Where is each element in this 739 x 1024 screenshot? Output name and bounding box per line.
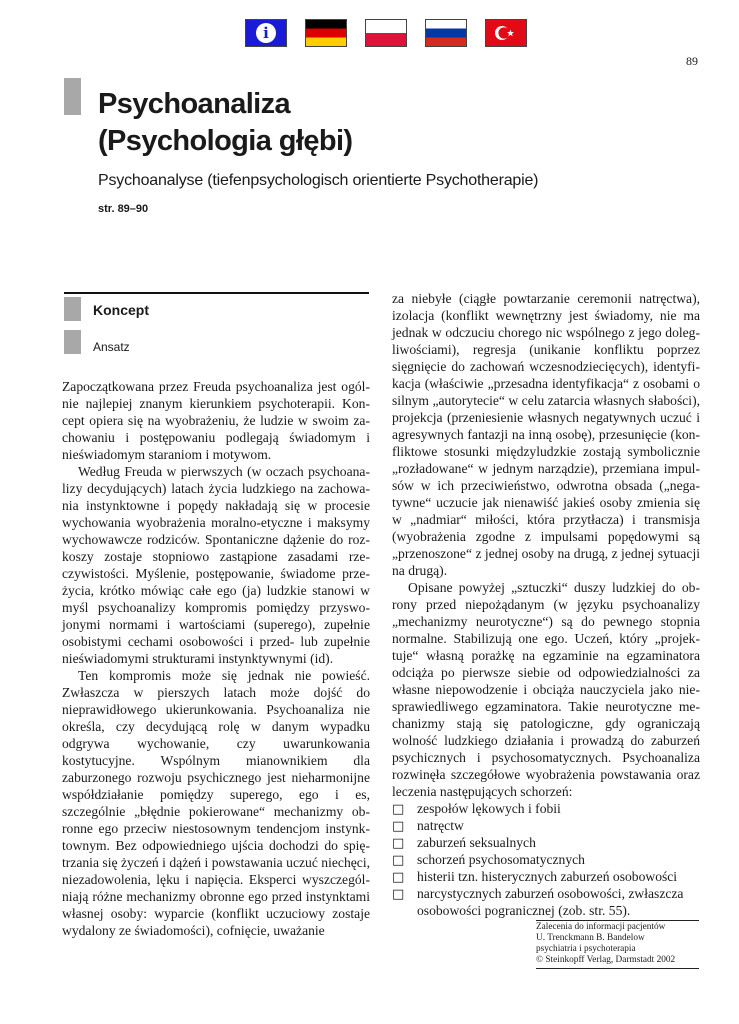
imprint-line: Zalecenia do informacji pacjentów xyxy=(536,922,666,932)
list-item xyxy=(392,817,700,834)
imprint-line: psychiatria i psychoterapia xyxy=(536,944,636,954)
polish-flag-button[interactable] xyxy=(365,19,407,47)
info-flag-button[interactable] xyxy=(245,19,287,47)
page-range: str. 89–90 xyxy=(98,203,149,215)
publisher-imprint xyxy=(536,920,699,969)
list-item xyxy=(392,851,700,868)
page-subtitle: Psychoanalyse (tiefenpsychologisch orientierte Psychotherapie) xyxy=(98,172,539,189)
section-marker-bar xyxy=(64,297,81,321)
checkbox-icon: □ xyxy=(392,819,405,834)
right-column xyxy=(392,290,700,919)
german-flag-button[interactable] xyxy=(305,19,347,47)
list-item-text: narcystycznych zaburzeń osobowości, zwłaszcza osobowości pogranicznej (zob. str. 55). xyxy=(417,886,684,918)
section-title: Koncept xyxy=(93,302,149,318)
turkish-flag-button[interactable] xyxy=(485,19,527,47)
list-item-text: natręctw xyxy=(417,818,464,833)
list-item xyxy=(392,868,700,885)
section-subtitle: Ansatz xyxy=(93,340,130,354)
checkbox-icon: □ xyxy=(392,836,405,851)
paragraph: za niebyłe (ciągłe powtarzanie ceremonii natręctwa), izolacja (konflikt wewnętrzny jest świadomy, nie ma jednak w odczuciu chorego nic wspólnego z jego dolegliwościami), regresja (unikanie konfliktu poprzez sięgnięcie do zachowań wczesnodziecięcych), identyfikacja (właściwie „przesadna identyfikacja“ z osobami o silnym „autorytecie“ w celu zatarcia własnych słabości), projekcja (przeniesienie własnych negatywnych uczuć i agresywnych fantazji na inną osobę), przesunięcie (konfliktowe stosunki międzyludzkie zostają symbolicznie „rozładowane“ w jednym narządzie), przemiana impulsów w ich przeciwieństwo, odwrotna obsada („negatywne“ uczucie jak nienawiść jakieś osoby zmienia się w „nadmiar“ miłości, która przytłacza) i transmisja (wyobrażenia zgodne z impulsami popędowymi są „przenoszone“ z jednej osoby na drugą, z jednej sytuacji na drugą). xyxy=(392,291,700,578)
checkbox-icon: □ xyxy=(392,853,405,868)
title-line-1: Psychoanaliza xyxy=(98,88,291,120)
checkbox-icon: □ xyxy=(392,887,405,902)
subsection-marker-bar xyxy=(64,330,81,354)
imprint-line: U. Trenckmann B. Bandelow xyxy=(536,933,645,943)
crescent-star-icon xyxy=(486,20,526,46)
imprint-line: © Steinkopff Verlag, Darmstadt 2002 xyxy=(536,955,676,965)
paragraph: Według Freuda w pierwszych (w oczach psychoanalizy decydujących) latach życia ludzkiego na zachowania instynktowne i popędy nakładają się w procesie wychowania wyobrażenia moralno-etyczne i maksymy wychowawcze rodziców. Spontaniczne dążenie do rozkoszy zostaje stopniowo zastąpione zasadami rzeczywistości. Myślenie, postępowanie, świadome przeżycia, krótko mówiąc całe ego (ja) ludzkie stanowi w myśl psychoanalizy kompromis pomiędzy przyswojonymi normami i wartościami (superego), zupełnie osobistymi cechami osobowości i przed- lub zupełnie nieświadomymi strukturami instynktywnymi (id). xyxy=(62,464,370,666)
list-item-text: zaburzeń seksualnych xyxy=(417,835,536,850)
info-icon: i xyxy=(256,23,276,43)
checkbox-icon: □ xyxy=(392,870,405,885)
russian-flag-button[interactable] xyxy=(425,19,467,47)
list-item xyxy=(392,834,700,851)
disorder-list xyxy=(392,800,700,919)
paragraph: Zapoczątkowana przez Freuda psychoanaliza jest ogólnie najlepiej znanym kierunkiem psychoterapii. Koncept opiera się na wyobrażeniu, że ludzie w swoim zachowaniu i postępowaniu podlegają świadomym i nieświadomym staraniom i motywom. xyxy=(62,379,370,462)
list-item xyxy=(392,800,700,817)
paragraph: Ten kompromis może się jednak nie powieść. Zwłaszcza w pierszych latach może dojść do nieprawidłowego ukierunkowania. Psychoanaliza nie określa, czy decydującą rolę w danym wypadku odgrywa wychowanie, czy uwarunkowania kostytucyjne. Wspólnym mianownikiem dla zaburzonego rozwoju psychicznego jest nieharmonijne współdziałanie pomiędzy superego, ego i es, szczególnie „błędnie pokierowane“ mechanizmy obronne ego przeciw niestosownym tendencjom instynktownym. Bez odpowiedniego ujścia dochodzi do spiętrzania się życzeń i dążeń i powstawania uczuć niechęci, niezadowolenia, lęku i napięcia. Eksperci wyszczególniają różne mechanizmy obronne ego przed instynktami własnej osoby: wyparcie (konflikt uczuciowy zostaje wydalony ze świadomości), cofnięcie, uważanie xyxy=(62,668,370,938)
language-flags xyxy=(245,19,527,47)
list-item-text: zespołów lękowych i fobii xyxy=(417,801,561,816)
list-item-text: histerii tzn. histerycznych zaburzeń osobowości xyxy=(417,869,678,884)
list-item xyxy=(392,885,700,919)
title-marker-bar xyxy=(64,78,81,115)
page-number: 89 xyxy=(686,54,698,68)
checkbox-icon: □ xyxy=(392,802,405,817)
list-item-text: schorzeń psychosomatycznych xyxy=(417,852,585,867)
section-divider xyxy=(64,292,369,294)
page-title xyxy=(98,86,352,160)
paragraph: Opisane powyżej „sztuczki“ duszy ludzkiej do obrony przed niepożądanym (w języku psychoanalizy „mechanizmy neurotyczne“) są do pewnego stopnia normalne. Stabilizują one ego. Uczeń, który „projektuje“ własną porażkę na egzaminie na egzaminatora odciąża po pierwsze siebie od odpowiedzialności za własne niepowodzenie i obciąża nauczyciela jako niesprawiedliwego egzaminatora. Takie neurotyczne mechanizmy stają się patologiczne, gdy ograniczają wolność ludzkiego działania i prowadzą do zaburzeń psychicznych i psychosomatycznych. Psychoanaliza rozwinęła szczegółowe wyobrażenia powstawania oraz leczenia następujących schorzeń: xyxy=(392,580,700,799)
title-line-2: (Psychologia głębi) xyxy=(98,125,353,157)
left-column xyxy=(62,378,370,939)
